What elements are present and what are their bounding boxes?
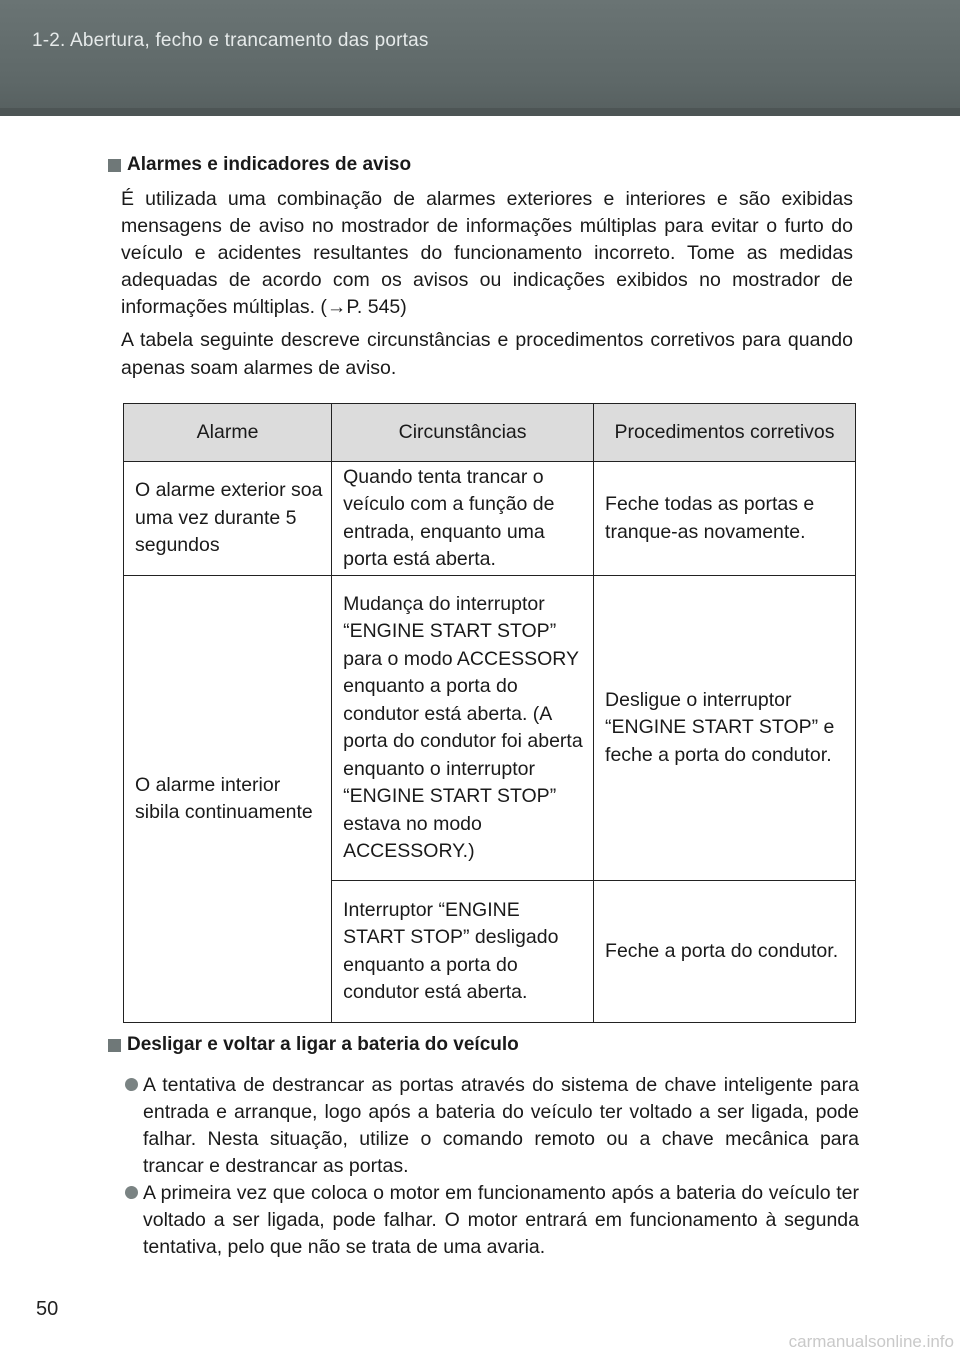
circumstance-cell: Quando tenta trancar o veículo com a função de entrada, enquanto uma porta está aberta. — [332, 462, 594, 576]
circle-bullet-icon — [125, 1186, 138, 1199]
warning-table — [123, 403, 856, 1023]
procedure-cell: Feche todas as portas e tranque-as novamente. — [594, 462, 856, 576]
intro-paragraph: É utilizada uma combinação de alarmes exteriores e interiores e são exibidas mensagens de aviso no mostrador de informações múltiplas para evitar o furto do veículo e acidentes resultantes do funcionamento incorreto. Tome as medidas adequadas de acordo com os avisos ou indicações exibidos no mostrador de informações múltiplas. (→P. 545) — [121, 188, 853, 318]
table-row — [124, 576, 856, 881]
circumstance-cell: Interruptor “ENGINE START STOP” desligado enquanto a porta do condutor está aberta. — [332, 881, 594, 1023]
watermark-text: carmanualsonline.info — [788, 1332, 954, 1351]
square-bullet-icon — [108, 159, 121, 172]
procedure-cell: Feche a porta do condutor. — [594, 881, 856, 1023]
page-header — [0, 0, 960, 116]
procedure-cell: Desligue o interruptor “ENGINE START STOP” e feche a porta do condutor. — [594, 576, 856, 881]
list-item-text: A tentativa de destrancar as portas através do sistema de chave inteligente para entrada e arranque, logo após a bateria do veículo ter voltado a ser ligada, pode falhar. Nesta situação, utilize o comando remoto ou a chave mecânica para trancar e destrancar as portas. — [143, 1074, 859, 1177]
section-heading-text: Alarmes e indicadores de aviso — [127, 154, 412, 175]
circle-bullet-icon — [125, 1078, 138, 1091]
header-title: 1-2. Abertura, fecho e trancamento das portas — [32, 30, 429, 51]
column-header: Circunstâncias — [332, 404, 594, 462]
circumstance-cell: Mudança do interruptor “ENGINE START STOP” para o modo ACCESSORY enquanto a porta do condutor está aberta. (A porta do condutor foi aberta enquanto o interruptor “ENGINE START STOP” estava no modo ACCESSORY.) — [332, 576, 594, 881]
page-number: 50 — [36, 1298, 59, 1320]
list-item — [125, 1072, 859, 1180]
table-intro-paragraph: A tabela seguinte descreve circunstâncias e procedimentos corretivos para quando apenas soam alarmes de aviso. — [121, 329, 853, 379]
list-item — [125, 1180, 859, 1261]
header-band — [0, 108, 960, 116]
alarm-cell: O alarme interior sibila continuamente — [124, 576, 332, 1023]
square-bullet-icon — [108, 1039, 121, 1052]
section-heading-text: Desligar e voltar a ligar a bateria do veículo — [127, 1034, 519, 1055]
table-header-row — [124, 404, 856, 462]
alarm-cell: O alarme exterior soa uma vez durante 5 segundos — [124, 462, 332, 576]
section-heading-battery — [108, 1034, 519, 1056]
table-row — [124, 462, 856, 576]
column-header: Procedimentos corretivos — [594, 404, 856, 462]
column-header: Alarme — [124, 404, 332, 462]
section-heading-alarms — [108, 154, 411, 176]
list-item-text: A primeira vez que coloca o motor em funcionamento após a bateria do veículo ter voltado a ser ligada, pode falhar. O motor entrará em funcionamento à segunda tentativa, pelo que não se trata de uma avaria. — [143, 1182, 859, 1258]
